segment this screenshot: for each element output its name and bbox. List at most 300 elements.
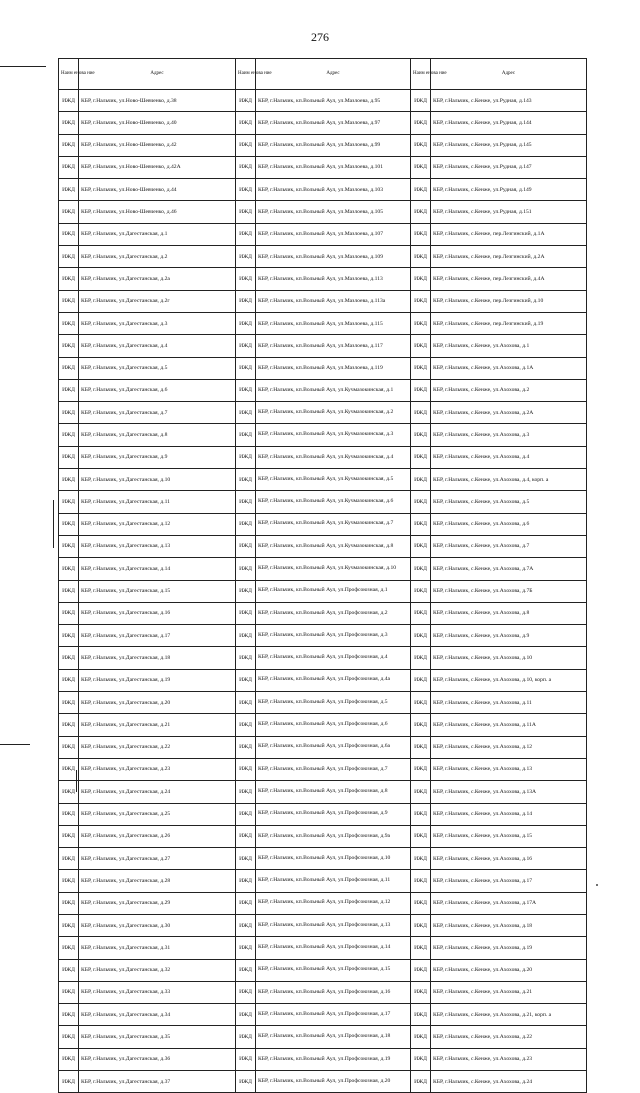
address-cell: КБР, г.Нальчик, кп.Вольный Аул, ул.Мазлоева, д.113 <box>256 268 411 290</box>
object-type-cell: ИЖД <box>59 246 79 268</box>
object-type-cell: ИЖД <box>411 357 431 379</box>
object-type-cell: ИЖД <box>236 335 256 357</box>
table-row <box>59 446 587 468</box>
object-type-cell: ИЖД <box>59 714 79 736</box>
address-cell: КБР, г.Нальчик, кп.Вольный Аул, ул.Профсоюзная, д.17 <box>256 1004 411 1026</box>
table-row <box>59 1048 587 1070</box>
header-type-col-2: Наим енова ние <box>236 59 256 90</box>
object-type-cell: ИЖД <box>236 848 256 870</box>
scan-speck <box>596 884 598 886</box>
object-type-cell: ИЖД <box>236 602 256 624</box>
object-type-cell: ИЖД <box>411 290 431 312</box>
address-cell: КБР, г.Нальчик, с.Кенже, ул.Ахохова, д.7 <box>431 535 587 557</box>
address-cell: КБР, г.Нальчик, кп.Вольный Аул, ул.Кучмазокинская, д.3 <box>256 424 411 446</box>
address-cell: КБР, г.Нальчик, кп.Вольный Аул, ул.Профсоюзная, д.7 <box>256 758 411 780</box>
object-type-cell: ИЖД <box>59 959 79 981</box>
address-cell: КБР, г.Нальчик, с.Кенже, ул.Ахохова, д.19 <box>431 937 587 959</box>
address-cell: КБР, г.Нальчик, ул.Ново-Шевченко, д.38 <box>79 90 236 112</box>
address-cell: КБР, г.Нальчик, ул.Дагестанская, д.35 <box>79 1026 236 1048</box>
object-type-cell: ИЖД <box>411 736 431 758</box>
object-type-cell: ИЖД <box>236 558 256 580</box>
object-type-cell: ИЖД <box>59 156 79 178</box>
address-cell: КБР, г.Нальчик, с.Кенже, ул.Ахохова, д.17А <box>431 892 587 914</box>
address-cell: КБР, г.Нальчик, кп.Вольный Аул, ул.Профсоюзная, д.12 <box>256 892 411 914</box>
object-type-cell: ИЖД <box>59 201 79 223</box>
object-type-cell: ИЖД <box>411 112 431 134</box>
address-cell: КБР, г.Нальчик, кп.Вольный Аул, ул.Мазлоева, д.109 <box>256 246 411 268</box>
object-type-cell: ИЖД <box>59 134 79 156</box>
object-type-cell: ИЖД <box>236 491 256 513</box>
address-cell: КБР, г.Нальчик, с.Кенже, ул.Ахохова, д.5 <box>431 491 587 513</box>
object-type-cell: ИЖД <box>59 379 79 401</box>
object-type-cell: ИЖД <box>236 402 256 424</box>
object-type-cell: ИЖД <box>236 535 256 557</box>
address-cell: КБР, г.Нальчик, ул.Дагестанская, д.34 <box>79 1004 236 1026</box>
address-cell: КБР, г.Нальчик, кп.Вольный Аул, ул.Профсоюзная, д.5 <box>256 692 411 714</box>
scan-margin-line-top <box>0 66 46 67</box>
object-type-cell: ИЖД <box>236 870 256 892</box>
address-cell: КБР, г.Нальчик, с.Кенже, ул.Ахохова, д.4, корп. а <box>431 469 587 491</box>
table-row <box>59 112 587 134</box>
object-type-cell: ИЖД <box>411 1026 431 1048</box>
object-type-cell: ИЖД <box>236 223 256 245</box>
address-cell: КБР, г.Нальчик, с.Кенже, ул.Рудная, д.151 <box>431 201 587 223</box>
table-row <box>59 825 587 847</box>
object-type-cell: ИЖД <box>59 1026 79 1048</box>
table-row <box>59 914 587 936</box>
object-type-cell: ИЖД <box>236 1026 256 1048</box>
object-type-cell: ИЖД <box>236 959 256 981</box>
object-type-cell: ИЖД <box>411 1048 431 1070</box>
address-cell: КБР, г.Нальчик, ул.Ново-Шевченко, д.42 <box>79 134 236 156</box>
object-type-cell: ИЖД <box>411 223 431 245</box>
object-type-cell: ИЖД <box>411 134 431 156</box>
object-type-cell: ИЖД <box>411 535 431 557</box>
address-cell: КБР, г.Нальчик, ул.Дагестанская, д.4 <box>79 335 236 357</box>
address-cell: КБР, г.Нальчик, кп.Вольный Аул, ул.Мазлоева, д.117 <box>256 335 411 357</box>
address-cell: КБР, г.Нальчик, ул.Дагестанская, д.18 <box>79 647 236 669</box>
address-cell: КБР, г.Нальчик, с.Кенже, ул.Ахохова, д.1 <box>431 335 587 357</box>
object-type-cell: ИЖД <box>236 134 256 156</box>
object-type-cell: ИЖД <box>59 848 79 870</box>
address-cell: КБР, г.Нальчик, кп.Вольный Аул, ул.Профсоюзная, д.4 <box>256 647 411 669</box>
object-type-cell: ИЖД <box>59 402 79 424</box>
object-type-cell: ИЖД <box>59 290 79 312</box>
address-cell: КБР, г.Нальчик, кп.Вольный Аул, ул.Мазлоева, д.97 <box>256 112 411 134</box>
address-cell: КБР, г.Нальчик, кп.Вольный Аул, ул.Профсоюзная, д.14 <box>256 937 411 959</box>
address-cell: КБР, г.Нальчик, кп.Вольный Аул, ул.Профсоюзная, д.3 <box>256 625 411 647</box>
address-cell: КБР, г.Нальчик, кп.Вольный Аул, ул.Профсоюзная, д.2 <box>256 602 411 624</box>
address-cell: КБР, г.Нальчик, с.Кенже, ул.Ахохова, д.7А <box>431 558 587 580</box>
object-type-cell: ИЖД <box>59 1048 79 1070</box>
address-cell: КБР, г.Нальчик, ул.Дагестанская, д.32 <box>79 959 236 981</box>
object-type-cell: ИЖД <box>236 781 256 803</box>
address-cell: КБР, г.Нальчик, кп.Вольный Аул, ул.Кучмазокинская, д.5 <box>256 469 411 491</box>
address-cell: КБР, г.Нальчик, с.Кенже, ул.Ахохова, д.10 <box>431 647 587 669</box>
address-cell: КБР, г.Нальчик, кп.Вольный Аул, ул.Профсоюзная, д.6а <box>256 736 411 758</box>
address-cell: КБР, г.Нальчик, с.Кенже, ул.Ахохова, д.23 <box>431 1048 587 1070</box>
table-row <box>59 424 587 446</box>
address-cell: КБР, г.Нальчик, с.Кенже, ул.Ахохова, д.11А <box>431 714 587 736</box>
address-cell: КБР, г.Нальчик, с.Кенже, ул.Ахохова, д.2 <box>431 379 587 401</box>
address-cell: КБР, г.Нальчик, с.Кенже, ул.Ахохова, д.21, корп. а <box>431 1004 587 1026</box>
address-cell: КБР, г.Нальчик, с.Кенже, ул.Рудная, д.143 <box>431 90 587 112</box>
object-type-cell: ИЖД <box>59 491 79 513</box>
address-cell: КБР, г.Нальчик, ул.Дагестанская, д.26 <box>79 825 236 847</box>
table-row <box>59 1026 587 1048</box>
address-cell: КБР, г.Нальчик, ул.Дагестанская, д.13 <box>79 535 236 557</box>
object-type-cell: ИЖД <box>411 402 431 424</box>
object-type-cell: ИЖД <box>236 446 256 468</box>
address-cell: КБР, г.Нальчик, ул.Дагестанская, д.20 <box>79 692 236 714</box>
object-type-cell: ИЖД <box>236 669 256 691</box>
table-row <box>59 513 587 535</box>
address-cell: КБР, г.Нальчик, ул.Дагестанская, д.31 <box>79 937 236 959</box>
table-row <box>59 758 587 780</box>
table-row <box>59 959 587 981</box>
address-cell: КБР, г.Нальчик, кп.Вольный Аул, ул.Мазлоева, д.107 <box>256 223 411 245</box>
address-cell: КБР, г.Нальчик, ул.Дагестанская, д.19 <box>79 669 236 691</box>
address-cell: КБР, г.Нальчик, кп.Вольный Аул, ул.Кучмазокинская, д.2 <box>256 402 411 424</box>
object-type-cell: ИЖД <box>59 758 79 780</box>
address-cell: КБР, г.Нальчик, ул.Дагестанская, д.37 <box>79 1071 236 1093</box>
address-cell: КБР, г.Нальчик, ул.Дагестанская, д.25 <box>79 803 236 825</box>
object-type-cell: ИЖД <box>236 513 256 535</box>
object-type-cell: ИЖД <box>59 357 79 379</box>
address-cell: КБР, г.Нальчик, с.Кенже, ул.Ахохова, д.18 <box>431 914 587 936</box>
address-cell: КБР, г.Нальчик, ул.Дагестанская, д.2 <box>79 246 236 268</box>
object-type-cell: ИЖД <box>236 937 256 959</box>
object-type-cell: ИЖД <box>59 424 79 446</box>
address-cell: КБР, г.Нальчик, кп.Вольный Аул, ул.Мазлоева, д.115 <box>256 312 411 334</box>
table-row <box>59 580 587 602</box>
table-row <box>59 535 587 557</box>
object-type-cell: ИЖД <box>411 758 431 780</box>
address-cell: КБР, г.Нальчик, ул.Дагестанская, д.14 <box>79 558 236 580</box>
object-type-cell: ИЖД <box>411 580 431 602</box>
address-cell: КБР, г.Нальчик, ул.Ново-Шевченко, д.42А <box>79 156 236 178</box>
object-type-cell: ИЖД <box>59 112 79 134</box>
object-type-cell: ИЖД <box>59 914 79 936</box>
object-type-cell: ИЖД <box>411 1004 431 1026</box>
address-cell: КБР, г.Нальчик, с.Кенже, ул.Ахохова, д.12 <box>431 736 587 758</box>
address-cell: КБР, г.Нальчик, кп.Вольный Аул, ул.Профсоюзная, д.11 <box>256 870 411 892</box>
object-type-cell: ИЖД <box>236 312 256 334</box>
address-cell: КБР, г.Нальчик, с.Кенже, ул.Ахохова, д.10, корп. а <box>431 669 587 691</box>
address-cell: КБР, г.Нальчик, ул.Ново-Шевченко, д.46 <box>79 201 236 223</box>
address-cell: КБР, г.Нальчик, ул.Дагестанская, д.33 <box>79 981 236 1003</box>
object-type-cell: ИЖД <box>411 1071 431 1093</box>
address-cell: КБР, г.Нальчик, кп.Вольный Аул, ул.Мазлоева, д.103 <box>256 179 411 201</box>
address-cell: КБР, г.Нальчик, ул.Дагестанская, д.36 <box>79 1048 236 1070</box>
address-cell: КБР, г.Нальчик, с.Кенже, ул.Ахохова, д.20 <box>431 959 587 981</box>
object-type-cell: ИЖД <box>411 179 431 201</box>
object-type-cell: ИЖД <box>411 714 431 736</box>
object-type-cell: ИЖД <box>411 312 431 334</box>
address-cell: КБР, г.Нальчик, ул.Дагестанская, д.24 <box>79 781 236 803</box>
object-type-cell: ИЖД <box>411 892 431 914</box>
page-number: 276 <box>311 30 329 44</box>
object-type-cell: ИЖД <box>59 647 79 669</box>
address-cell: КБР, г.Нальчик, кп.Вольный Аул, ул.Кучмазокинская, д.4 <box>256 446 411 468</box>
address-cell: КБР, г.Нальчик, ул.Ново-Шевченко, д.44 <box>79 179 236 201</box>
table-row <box>59 491 587 513</box>
object-type-cell: ИЖД <box>236 580 256 602</box>
address-cell: КБР, г.Нальчик, ул.Дагестанская, д.8 <box>79 424 236 446</box>
address-cell: КБР, г.Нальчик, кп.Вольный Аул, ул.Мазлоева, д.113а <box>256 290 411 312</box>
address-cell: КБР, г.Нальчик, кп.Вольный Аул, ул.Мазлоева, д.101 <box>256 156 411 178</box>
object-type-cell: ИЖД <box>236 914 256 936</box>
object-type-cell: ИЖД <box>236 379 256 401</box>
table-header-row <box>59 59 587 90</box>
address-cell: КБР, г.Нальчик, с.Кенже, ул.Ахохова, д.24 <box>431 1071 587 1093</box>
object-type-cell: ИЖД <box>59 580 79 602</box>
table-row <box>59 402 587 424</box>
object-type-cell: ИЖД <box>411 268 431 290</box>
object-type-cell: ИЖД <box>411 90 431 112</box>
address-cell: КБР, г.Нальчик, кп.Вольный Аул, ул.Профсоюзная, д.19 <box>256 1048 411 1070</box>
address-cell: КБР, г.Нальчик, кп.Вольный Аул, ул.Профсоюзная, д.9 <box>256 803 411 825</box>
address-cell: КБР, г.Нальчик, кп.Вольный Аул, ул.Профсоюзная, д.15 <box>256 959 411 981</box>
address-cell: КБР, г.Нальчик, ул.Дагестанская, д.23 <box>79 758 236 780</box>
object-type-cell: ИЖД <box>411 937 431 959</box>
address-cell: КБР, г.Нальчик, кп.Вольный Аул, ул.Мазлоева, д.99 <box>256 134 411 156</box>
object-type-cell: ИЖД <box>236 179 256 201</box>
address-cell: КБР, г.Нальчик, ул.Ново-Шевченко, д.40 <box>79 112 236 134</box>
object-type-cell: ИЖД <box>59 90 79 112</box>
scan-vertical-mark <box>53 500 54 548</box>
address-cell: КБР, г.Нальчик, с.Кенже, ул.Ахохова, д.17 <box>431 870 587 892</box>
object-type-cell: ИЖД <box>236 758 256 780</box>
table-row <box>59 625 587 647</box>
object-type-cell: ИЖД <box>59 469 79 491</box>
table-row <box>59 781 587 803</box>
address-cell: КБР, г.Нальчик, кп.Вольный Аул, ул.Профсоюзная, д.16 <box>256 981 411 1003</box>
table-row <box>59 669 587 691</box>
object-type-cell: ИЖД <box>236 290 256 312</box>
object-type-cell: ИЖД <box>59 446 79 468</box>
object-type-cell: ИЖД <box>411 848 431 870</box>
address-cell: КБР, г.Нальчик, с.Кенже, ул.Рудная, д.149 <box>431 179 587 201</box>
object-type-cell: ИЖД <box>236 90 256 112</box>
object-type-cell: ИЖД <box>59 625 79 647</box>
object-type-cell: ИЖД <box>411 379 431 401</box>
object-type-cell: ИЖД <box>59 870 79 892</box>
object-type-cell: ИЖД <box>236 1071 256 1093</box>
address-cell: КБР, г.Нальчик, с.Кенже, пер.Лезгинский, д.4А <box>431 268 587 290</box>
scan-margin-line-bottom <box>0 744 30 745</box>
address-cell: КБР, г.Нальчик, с.Кенже, пер.Лезгинский, д.19 <box>431 312 587 334</box>
address-cell: КБР, г.Нальчик, с.Кенже, ул.Ахохова, д.7Б <box>431 580 587 602</box>
address-cell: КБР, г.Нальчик, с.Кенже, ул.Ахохова, д.22 <box>431 1026 587 1048</box>
address-cell: КБР, г.Нальчик, ул.Дагестанская, д.27 <box>79 848 236 870</box>
object-type-cell: ИЖД <box>236 469 256 491</box>
address-cell: КБР, г.Нальчик, с.Кенже, ул.Ахохова, д.3 <box>431 424 587 446</box>
object-type-cell: ИЖД <box>411 959 431 981</box>
object-type-cell: ИЖД <box>411 781 431 803</box>
table-row <box>59 268 587 290</box>
address-cell: КБР, г.Нальчик, с.Кенже, пер.Лезгинский, д.2А <box>431 246 587 268</box>
object-type-cell: ИЖД <box>236 714 256 736</box>
object-type-cell: ИЖД <box>59 535 79 557</box>
address-cell: КБР, г.Нальчик, ул.Дагестанская, д.6 <box>79 379 236 401</box>
table-row <box>59 870 587 892</box>
object-type-cell: ИЖД <box>411 870 431 892</box>
table-row <box>59 335 587 357</box>
address-cell: КБР, г.Нальчик, с.Кенже, пер.Лезгинский, д.10 <box>431 290 587 312</box>
address-cell: КБР, г.Нальчик, с.Кенже, ул.Ахохова, д.15 <box>431 825 587 847</box>
address-cell: КБР, г.Нальчик, ул.Дагестанская, д.22 <box>79 736 236 758</box>
address-cell: КБР, г.Нальчик, с.Кенже, пер.Лезгинский, д.1А <box>431 223 587 245</box>
table-row <box>59 201 587 223</box>
object-type-cell: ИЖД <box>411 424 431 446</box>
object-type-cell: ИЖД <box>411 558 431 580</box>
object-type-cell: ИЖД <box>236 736 256 758</box>
address-cell: КБР, г.Нальчик, кп.Вольный Аул, ул.Мазлоева, д.105 <box>256 201 411 223</box>
address-cell: КБР, г.Нальчик, кп.Вольный Аул, ул.Мазлоева, д.95 <box>256 90 411 112</box>
address-cell: КБР, г.Нальчик, ул.Дагестанская, д.30 <box>79 914 236 936</box>
object-type-cell: ИЖД <box>236 1004 256 1026</box>
object-type-cell: ИЖД <box>411 491 431 513</box>
object-type-cell: ИЖД <box>411 335 431 357</box>
object-type-cell: ИЖД <box>59 1004 79 1026</box>
object-type-cell: ИЖД <box>236 981 256 1003</box>
address-cell: КБР, г.Нальчик, с.Кенже, ул.Ахохова, д.21 <box>431 981 587 1003</box>
object-type-cell: ИЖД <box>411 201 431 223</box>
address-cell: КБР, г.Нальчик, кп.Вольный Аул, ул.Профсоюзная, д.6 <box>256 714 411 736</box>
address-cell: КБР, г.Нальчик, с.Кенже, ул.Ахохова, д.16 <box>431 848 587 870</box>
address-cell: КБР, г.Нальчик, кп.Вольный Аул, ул.Профсоюзная, д.10 <box>256 848 411 870</box>
table-row <box>59 736 587 758</box>
object-type-cell: ИЖД <box>59 179 79 201</box>
object-type-cell: ИЖД <box>411 647 431 669</box>
table-row <box>59 357 587 379</box>
object-type-cell: ИЖД <box>59 669 79 691</box>
address-cell: КБР, г.Нальчик, ул.Дагестанская, д.29 <box>79 892 236 914</box>
table-row <box>59 134 587 156</box>
address-cell: КБР, г.Нальчик, с.Кенже, ул.Ахохова, д.8 <box>431 602 587 624</box>
address-cell: КБР, г.Нальчик, с.Кенже, ул.Ахохова, д.1А <box>431 357 587 379</box>
address-cell: КБР, г.Нальчик, с.Кенже, ул.Рудная, д.144 <box>431 112 587 134</box>
table-row <box>59 312 587 334</box>
table-row <box>59 469 587 491</box>
address-cell: КБР, г.Нальчик, кп.Вольный Аул, ул.Профсоюзная, д.18 <box>256 1026 411 1048</box>
address-cell: КБР, г.Нальчик, ул.Дагестанская, д.1 <box>79 223 236 245</box>
object-type-cell: ИЖД <box>411 156 431 178</box>
address-cell: КБР, г.Нальчик, ул.Дагестанская, д.11 <box>79 491 236 513</box>
object-type-cell: ИЖД <box>411 246 431 268</box>
object-type-cell: ИЖД <box>236 156 256 178</box>
address-cell: КБР, г.Нальчик, ул.Дагестанская, д.12 <box>79 513 236 535</box>
header-address-col-3: Адрес <box>431 59 587 90</box>
object-type-cell: ИЖД <box>59 268 79 290</box>
object-type-cell: ИЖД <box>411 669 431 691</box>
address-cell: КБР, г.Нальчик, кп.Вольный Аул, ул.Мазлоева, д.119 <box>256 357 411 379</box>
table-body <box>59 90 587 1093</box>
object-type-cell: ИЖД <box>236 1048 256 1070</box>
header-type-col-3: Наим енова ние <box>411 59 431 90</box>
address-cell: КБР, г.Нальчик, с.Кенже, ул.Ахохова, д.11 <box>431 692 587 714</box>
object-type-cell: ИЖД <box>236 892 256 914</box>
object-type-cell: ИЖД <box>59 825 79 847</box>
table-row <box>59 1071 587 1093</box>
object-type-cell: ИЖД <box>411 981 431 1003</box>
address-cell: КБР, г.Нальчик, с.Кенже, ул.Ахохова, д.13 <box>431 758 587 780</box>
table-row <box>59 602 587 624</box>
address-cell: КБР, г.Нальчик, с.Кенже, ул.Ахохова, д.6 <box>431 513 587 535</box>
address-cell: КБР, г.Нальчик, с.Кенже, ул.Ахохова, д.14 <box>431 803 587 825</box>
header-address-col-2: Адрес <box>256 59 411 90</box>
object-type-cell: ИЖД <box>411 469 431 491</box>
table-row <box>59 90 587 112</box>
address-cell: КБР, г.Нальчик, ул.Дагестанская, д.7 <box>79 402 236 424</box>
object-type-cell: ИЖД <box>236 268 256 290</box>
object-type-cell: ИЖД <box>59 937 79 959</box>
object-type-cell: ИЖД <box>411 625 431 647</box>
address-cell: КБР, г.Нальчик, кп.Вольный Аул, ул.Профсоюзная, д.1 <box>256 580 411 602</box>
table-row <box>59 803 587 825</box>
address-cell: КБР, г.Нальчик, с.Кенже, ул.Рудная, д.145 <box>431 134 587 156</box>
object-type-cell: ИЖД <box>411 825 431 847</box>
address-cell: КБР, г.Нальчик, ул.Дагестанская, д.9 <box>79 446 236 468</box>
object-type-cell: ИЖД <box>236 825 256 847</box>
table-row <box>59 892 587 914</box>
address-cell: КБР, г.Нальчик, кп.Вольный Аул, ул.Кучмазокинская, д.1 <box>256 379 411 401</box>
address-cell: КБР, г.Нальчик, ул.Дагестанская, д.28 <box>79 870 236 892</box>
table-row <box>59 179 587 201</box>
object-type-cell: ИЖД <box>59 312 79 334</box>
address-table <box>58 58 587 1093</box>
address-cell: КБР, г.Нальчик, ул.Дагестанская, д.2а <box>79 268 236 290</box>
address-cell: КБР, г.Нальчик, кп.Вольный Аул, ул.Кучмазокинская, д.8 <box>256 535 411 557</box>
table-row <box>59 981 587 1003</box>
address-cell: КБР, г.Нальчик, ул.Дагестанская, д.2г <box>79 290 236 312</box>
address-cell: КБР, г.Нальчик, с.Кенже, ул.Ахохова, д.2А <box>431 402 587 424</box>
object-type-cell: ИЖД <box>411 692 431 714</box>
table-row <box>59 848 587 870</box>
header-type-col-1: Наим енова ние <box>59 59 79 90</box>
address-cell: КБР, г.Нальчик, с.Кенже, ул.Ахохова, д.9 <box>431 625 587 647</box>
address-cell: КБР, г.Нальчик, ул.Дагестанская, д.21 <box>79 714 236 736</box>
table-row <box>59 647 587 669</box>
object-type-cell: ИЖД <box>411 513 431 535</box>
address-cell: КБР, г.Нальчик, кп.Вольный Аул, ул.Кучмазокинская, д.10 <box>256 558 411 580</box>
object-type-cell: ИЖД <box>236 692 256 714</box>
table-row <box>59 1004 587 1026</box>
address-cell: КБР, г.Нальчик, кп.Вольный Аул, ул.Кучмазокинская, д.6 <box>256 491 411 513</box>
table-row <box>59 937 587 959</box>
object-type-cell: ИЖД <box>59 692 79 714</box>
object-type-cell: ИЖД <box>411 446 431 468</box>
object-type-cell: ИЖД <box>236 647 256 669</box>
object-type-cell: ИЖД <box>59 602 79 624</box>
object-type-cell: ИЖД <box>59 223 79 245</box>
object-type-cell: ИЖД <box>411 803 431 825</box>
address-cell: КБР, г.Нальчик, ул.Дагестанская, д.16 <box>79 602 236 624</box>
table-row <box>59 290 587 312</box>
address-cell: КБР, г.Нальчик, ул.Дагестанская, д.10 <box>79 469 236 491</box>
table-row <box>59 223 587 245</box>
object-type-cell: ИЖД <box>59 892 79 914</box>
table-row <box>59 379 587 401</box>
address-cell: КБР, г.Нальчик, ул.Дагестанская, д.15 <box>79 580 236 602</box>
object-type-cell: ИЖД <box>236 112 256 134</box>
address-cell: КБР, г.Нальчик, ул.Дагестанская, д.3 <box>79 312 236 334</box>
object-type-cell: ИЖД <box>236 246 256 268</box>
object-type-cell: ИЖД <box>411 602 431 624</box>
object-type-cell: ИЖД <box>59 981 79 1003</box>
address-cell: КБР, г.Нальчик, ул.Дагестанская, д.5 <box>79 357 236 379</box>
